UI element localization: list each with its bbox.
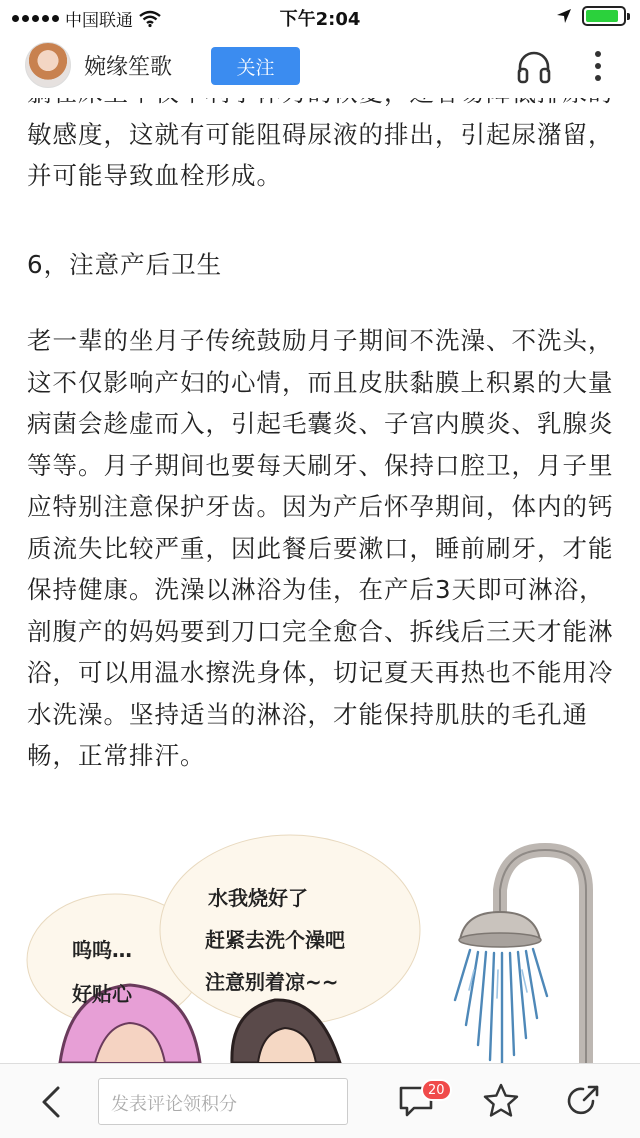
article-illustration[interactable] (0, 820, 640, 1063)
author-avatar[interactable] (25, 42, 71, 88)
status-right (556, 6, 626, 26)
author-name[interactable]: 婉缘笙歌 (84, 55, 173, 80)
status-bar (0, 0, 640, 36)
comment-input[interactable]: 发表评论领积分 (98, 1078, 348, 1125)
headphones-icon[interactable] (516, 50, 552, 84)
article-header (0, 36, 640, 98)
more-icon[interactable] (590, 46, 606, 86)
star-icon[interactable] (482, 1082, 520, 1120)
bottom-toolbar (0, 1063, 640, 1138)
bubble-text: 好贴心 (72, 982, 132, 1006)
status-time: 下午2:04 (279, 9, 361, 30)
share-icon[interactable] (566, 1084, 600, 1118)
carrier-label: 中国联通 (65, 11, 133, 31)
article-paragraph: 敏感度，这就有可能阻碍尿液的排出，引起尿潴留，并可能导致血栓形成。 (27, 119, 614, 190)
back-icon[interactable] (36, 1084, 66, 1120)
comment-count-badge: 20 (421, 1079, 452, 1101)
bubble-text: 呜呜… (72, 938, 132, 962)
section-heading: 6，注意产后卫生 (27, 250, 223, 279)
battery-icon (582, 6, 626, 26)
follow-button[interactable]: 关注 (211, 47, 300, 85)
bubble-text: 赶紧去洗个澡吧 (205, 928, 345, 952)
bubble-text: 水我烧好了 (208, 886, 308, 910)
article-paragraph: 老一辈的坐月子传统鼓励月子期间不洗澡、不洗头，这不仅影响产妇的心情，而且皮肤黏膜上积累的大量病菌会趁虚而入，引起毛囊炎、子宫内膜炎、乳腺炎等等。月子期间也要每天刷牙、保持口腔卫，月子里应特别注意保护牙齿。因为产后怀孕期间，体内的钙质流失比较严重，因此餐后要漱口，睡前刷牙，才能保持健康。洗澡以淋浴为佳，在产后3天即可淋浴，剖腹产的妈妈要到刀口完全愈合、拆线后三天才能淋浴，可以用温水擦洗身体，切记夏天再热也不能用冷水洗澡。坚持适当的淋浴，才能保持肌肤的毛孔通畅，正常排汗。 (27, 326, 614, 770)
battery-fill (586, 10, 618, 22)
bubble-text: 注意别着凉~~ (205, 970, 339, 994)
article-body (0, 98, 640, 1063)
location-arrow-icon (556, 8, 572, 24)
